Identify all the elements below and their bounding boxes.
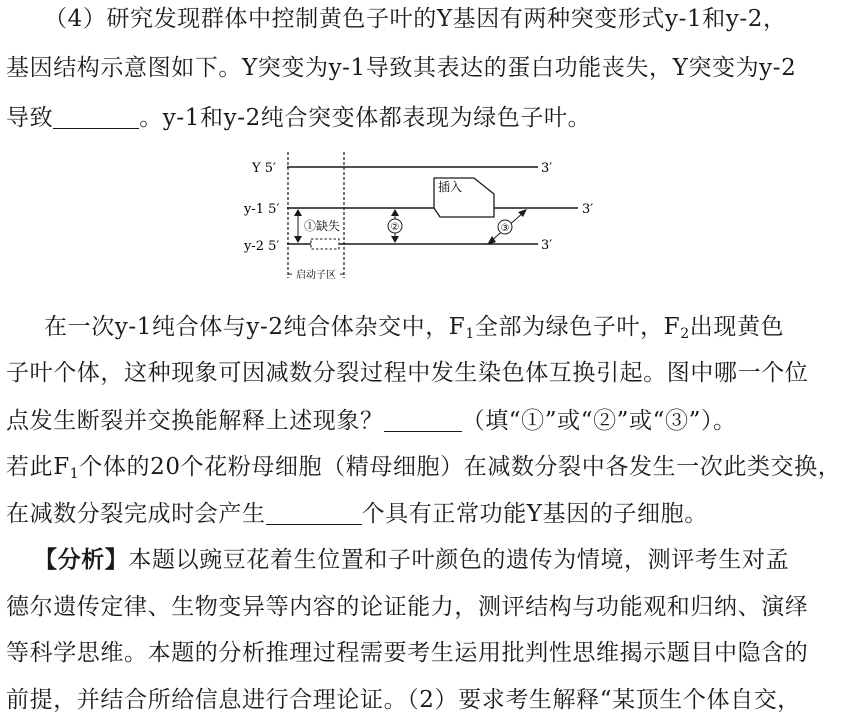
paragraph2-line-4 — [6, 452, 841, 482]
site-3-label: ③ — [500, 223, 510, 234]
paragraph2-line-3 — [6, 406, 737, 436]
question-line-1: （4）研究发现群体中控制黄色子叶的Y基因有两种突变形式y-1和y-2， — [44, 6, 787, 32]
p2-l1-c: 出现黄色 — [689, 314, 785, 340]
end-label-y1: 3′ — [582, 202, 594, 217]
insertion-label: 插入 — [438, 180, 463, 194]
question-line-2: 基因结构示意图如下。Y突变为y-1导致其表达的蛋白功能丧失，Y突变为y-2 — [6, 55, 797, 81]
answer-blank-1[interactable] — [53, 106, 139, 129]
analysis-line-1 — [34, 545, 789, 575]
question-line-3-start: 导致 — [6, 105, 54, 131]
paragraph2-line-5 — [6, 499, 708, 529]
p2-l4-b: 个体的20个花粉母细胞（精母细胞）在减数分裂中各发生一次此类交换， — [79, 454, 842, 480]
p2-l1-a: 在一次y-1纯合体与y-2纯合体杂交中，F — [44, 314, 466, 340]
p2-l3-b: （填“①”或“②”或“③”）。 — [461, 408, 737, 434]
answer-blank-3[interactable] — [266, 502, 362, 525]
deletion-box — [311, 239, 339, 249]
p2-l1-sub1: 1 — [465, 326, 475, 342]
question-line-3-end: 。y-1和y-2纯合突变体都表现为绿色子叶。 — [139, 105, 592, 131]
deletion-label: ①缺失 — [304, 219, 341, 233]
analysis-l1-rest: 本题以豌豆花着生位置和子叶颜色的遗传为情境，测评考生对孟 — [128, 547, 790, 573]
p2-l4-sub: 1 — [69, 466, 80, 482]
row-label-y1: y-1 5′ — [244, 202, 280, 217]
promoter-label: 启动子区 — [296, 270, 336, 281]
paragraph2-line-1 — [44, 312, 784, 342]
gene-structure-diagram — [0, 150, 847, 285]
row-label-y2: y-2 5′ — [244, 239, 280, 254]
analysis-tag: 【分析】 — [34, 546, 129, 573]
paragraph2-line-2: 子叶个体，这种现象可因减数分裂过程中发生染色体互换引起。图中哪一个位 — [6, 360, 809, 386]
answer-blank-2[interactable] — [384, 409, 462, 432]
end-label-y2: 3′ — [541, 238, 553, 253]
p2-l5-b: 个具有正常功能Y基因的子细胞。 — [361, 501, 708, 527]
end-label-Y: 3′ — [541, 161, 553, 176]
analysis-line-2: 德尔遗传定律、生物变异等内容的论证能力，测评结构与功能观和归纳、演绎 — [6, 594, 809, 620]
p2-l3-a: 点发生断裂并交换能解释上述现象？ — [6, 408, 384, 434]
site-2-label: ② — [390, 222, 400, 233]
question-line-3 — [6, 103, 591, 133]
analysis-line-4: 前提，并结合所给信息进行合理论证。（2）要求考生解释“某顶生个体自交， — [6, 687, 801, 713]
p2-l5-a: 在减数分裂完成时会产生 — [6, 501, 266, 527]
p2-l1-b: 全部为绿色子叶，F — [474, 314, 681, 340]
p2-l1-sub2: 2 — [680, 326, 690, 342]
p2-l4-a: 若此F — [6, 454, 70, 480]
row-label-Y: Y 5′ — [252, 161, 276, 176]
analysis-line-3: 等科学思维。本题的分析推理过程需要考生运用批判性思维揭示题目中隐含的 — [6, 640, 809, 666]
